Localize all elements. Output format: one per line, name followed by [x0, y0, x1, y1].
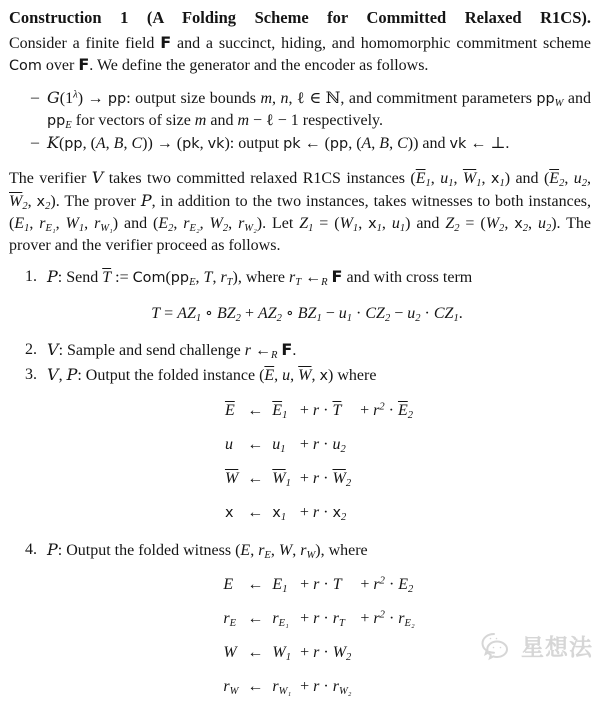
equation-cell: ← [247, 402, 264, 419]
math-token: E [240, 542, 251, 559]
math-token: E [65, 120, 72, 132]
math-token: pk [182, 136, 200, 152]
math-token: $\overline{W}$ [298, 367, 312, 384]
dash-marker: – [31, 134, 39, 151]
equation-cell [272, 676, 291, 697]
equation-cell: + r · T [300, 576, 342, 593]
math-token: F [331, 267, 343, 286]
math-token: r [312, 436, 320, 453]
math-token: pk [283, 136, 301, 152]
math-token: CZ [433, 305, 454, 322]
math-token: 2 [235, 313, 241, 325]
equation-cell: ← [247, 644, 264, 661]
math-token: T [203, 269, 213, 286]
math-token: 1 [308, 223, 314, 235]
math-token: 1 [78, 223, 85, 235]
math-token: 1 [376, 223, 382, 235]
math-token: E [14, 215, 25, 232]
math-token: r [183, 215, 190, 232]
math-token: P [47, 267, 58, 286]
math-token: $\overline{W}$ [462, 170, 477, 187]
math-token: W₁ [100, 223, 113, 235]
math-token: P [66, 365, 78, 384]
math-token: W [485, 215, 500, 232]
math-token: 1 [399, 223, 406, 235]
math-token: x [224, 505, 234, 521]
math-token: 1 [282, 410, 288, 422]
math-token: r [313, 576, 320, 593]
math-token: pp [64, 136, 83, 152]
math-token: 1 [316, 313, 322, 325]
list-item-text: K(pp, (A, B, C)) → (pk, vk): output pk ← (pp, (A, B, C)) and vk ← ⊥. [47, 133, 510, 152]
math-token: 1 [499, 178, 505, 190]
math-token: r [312, 470, 320, 487]
math-token: r [238, 215, 245, 232]
math-token: 2 [522, 223, 529, 235]
step-1 [25, 266, 591, 336]
equation-cell [223, 608, 238, 629]
math-token: u [224, 436, 233, 453]
math-token: W [339, 215, 353, 232]
math-token: P [47, 540, 58, 559]
equation-cell: ← [247, 436, 264, 453]
equation-cell [225, 400, 238, 421]
math-token: $\overline{W}$ [332, 470, 346, 487]
math-token: E₁ [278, 618, 289, 630]
math-token: K [47, 133, 59, 152]
math-token: T [332, 576, 342, 593]
math-token: W [554, 98, 564, 110]
math-token: 2 [384, 313, 391, 325]
math-token: F [281, 340, 293, 359]
math-token: u [272, 436, 281, 453]
math-token: G [47, 88, 60, 107]
math-token: W [229, 686, 239, 698]
math-token: $\overline{W}$ [224, 470, 239, 487]
math-token: u [282, 367, 291, 384]
math-token: Z [445, 215, 455, 232]
math-token: r [272, 610, 279, 627]
equation-cell [225, 434, 238, 455]
math-token: 2 [379, 609, 385, 621]
math-token: r [272, 678, 279, 695]
equation-cell [272, 574, 291, 595]
math-token: 2 [340, 444, 346, 456]
equation-cell [223, 642, 238, 663]
folded-witness-equations [223, 574, 414, 697]
math-token: E₂ [404, 618, 415, 630]
math-token: pp [107, 91, 127, 107]
math-token: r [373, 402, 380, 419]
equation-cell [225, 502, 238, 524]
step-number: 1. [25, 268, 37, 285]
math-token: 1 [285, 478, 291, 490]
math-token: pp [170, 270, 190, 286]
math-token: 1 [280, 444, 286, 456]
math-token: AZ [257, 305, 277, 322]
math-token: 2 [345, 478, 352, 490]
generator-encoder-list [9, 87, 591, 155]
equation-cell [272, 608, 291, 629]
math-token: r [312, 504, 320, 521]
math-token: r [244, 342, 251, 359]
math-token: u [332, 436, 341, 453]
math-token: F [160, 33, 172, 52]
step-text: V: Sample and send challenge r ←R F. [47, 340, 297, 362]
math-token: CZ [365, 305, 385, 322]
math-token: V [91, 168, 104, 187]
math-token: r [332, 678, 339, 695]
step-number: 3. [25, 366, 37, 383]
math-token: 2 [45, 201, 51, 213]
intro-paragraph: Consider a finite field F and a succinct, hiding, and homomorphic commitment scheme Com over F. We define the generator and the encoder as follows. [9, 33, 591, 74]
math-token: u [391, 215, 400, 232]
step-number: 4. [25, 541, 37, 558]
math-token: x [332, 505, 342, 521]
math-token: m [237, 112, 250, 129]
step-number: 2. [25, 341, 37, 358]
math-token: 1 [24, 223, 30, 235]
math-token: E [229, 618, 237, 630]
step-text: P: Send $\overline{T}$ := Com(ppE, T, rT), where rT ←R F and with cross term [47, 267, 473, 289]
math-token: 2 [346, 652, 352, 664]
math-token: m [260, 90, 273, 107]
math-token: W₂ [338, 686, 352, 698]
math-token: u [537, 215, 546, 232]
math-token: $\overline{E}$ [549, 170, 560, 187]
protocol-intro-paragraph: The verifier V takes two committed relaxed R1CS instances ($\overline{E}1$, u1, $\overline{W}1$, x1) and ($\overline{E}2$, u2, $\overline{W}2$, x2). The prover P, in addition to the two instances, takes witnesses to both instances, (E1, rE₁, W1, rW₁) and (E2, rE₂, W2, rW₂). Let Z1 = (W1, x1, u1) and Z2 = (W2, x2, u2). The prover and the verifier proceed as follows. [9, 168, 592, 254]
math-token: 1 [282, 584, 288, 596]
math-token: E [189, 277, 196, 289]
math-token: r [373, 610, 380, 627]
math-token: r [373, 576, 380, 593]
math-token: AZ [177, 305, 196, 322]
math-token: 2 [499, 223, 505, 235]
math-token: E₁ [45, 223, 56, 235]
math-token: W [306, 550, 316, 562]
math-token: 2 [22, 201, 28, 213]
math-token: $\overline{W}$ [9, 193, 23, 210]
math-token: r [258, 542, 265, 559]
math-token: 1 [285, 652, 292, 664]
equation-cell: ← [247, 576, 264, 593]
math-token: x [514, 216, 523, 232]
math-token: r [223, 678, 230, 695]
watermark [478, 631, 593, 665]
math-token: x [490, 171, 500, 187]
math-token: r [313, 644, 320, 661]
math-token: E [264, 550, 271, 562]
equation-cell [272, 502, 291, 524]
step-body [47, 364, 591, 536]
math-token: R [270, 350, 278, 362]
math-token: 2 [341, 512, 347, 524]
equation-cell [272, 642, 291, 663]
math-token: 2 [415, 313, 421, 325]
list-item-text: $G(1^\lambda)$ → pp: output size bounds m, n, ℓ ∈ ℕ, and commitment parameters ppW and ppE for vectors of size m and m − ℓ − 1 respectively. [47, 88, 592, 132]
math-token: W [209, 215, 223, 232]
equation-cell [360, 434, 413, 455]
math-token: W [272, 644, 286, 661]
math-token: E [272, 576, 283, 593]
math-token: $\overline{T}$ [332, 402, 342, 419]
math-token: r [332, 610, 339, 627]
math-token: 1 [352, 223, 359, 235]
math-token: BZ [297, 305, 317, 322]
math-token: B [113, 135, 124, 152]
math-token: λ [73, 89, 78, 101]
equation-cell [360, 676, 414, 697]
math-token: $\overline{E}$ [397, 402, 408, 419]
math-token: V [47, 365, 59, 384]
math-token: r [39, 215, 46, 232]
math-token: r [220, 269, 227, 286]
equation-cell [272, 400, 291, 421]
math-token: $\overline{E}$ [272, 402, 283, 419]
math-token: $\overline{E}$ [264, 367, 275, 384]
math-token: 1 [346, 313, 353, 325]
equation-cell [360, 468, 413, 489]
equation-cell: ← [247, 504, 264, 521]
math-token: BZ [217, 305, 236, 322]
step-body [47, 266, 591, 336]
math-token: x [272, 505, 281, 521]
math-token: 2 [408, 584, 414, 596]
math-token: 2 [276, 313, 282, 325]
math-token: x [36, 194, 46, 210]
math-token: E [398, 576, 409, 593]
math-token: Com [9, 58, 42, 74]
math-token: m [194, 112, 207, 129]
math-token: W₁ [278, 686, 292, 698]
equation-cell: + $r^2 \cdot \overline{E}2$ [360, 401, 414, 422]
math-token: x [368, 216, 377, 232]
math-token: r [398, 610, 405, 627]
step-text: P: Output the folded witness (E, rE, W, rW), where [47, 540, 368, 562]
math-token: pp [329, 136, 349, 152]
equation-cell [223, 676, 238, 697]
math-token: A [361, 135, 372, 152]
chat-bubbles-icon [478, 631, 518, 665]
math-token: 2 [379, 401, 385, 413]
math-token: vk [449, 136, 467, 152]
math-token: Z [299, 215, 309, 232]
math-token: vk [207, 136, 225, 152]
math-token: r [94, 215, 101, 232]
math-token: F [78, 55, 90, 74]
list-item-generator [31, 87, 591, 132]
equation-cell: ← [247, 470, 264, 487]
equation-cell: + $r^2 \cdot E2$ [360, 575, 414, 596]
math-token: 2 [581, 178, 588, 190]
math-token: W [223, 644, 237, 661]
math-token: $\overline{E}$ [224, 402, 235, 419]
math-token: W [65, 215, 79, 232]
step-body [47, 339, 591, 361]
math-token: $\overline{E}$ [415, 170, 426, 187]
math-token: T [338, 618, 345, 630]
math-token: 1 [195, 313, 202, 325]
equation-cell: + r · u2 [299, 436, 346, 456]
math-token: E [158, 215, 169, 232]
equation-cell [225, 468, 238, 489]
math-token: pp [47, 113, 66, 129]
math-token: r [313, 610, 320, 627]
math-token: V [47, 340, 59, 359]
math-token: C [131, 135, 143, 152]
list-item-encoder [31, 132, 591, 155]
math-token: r [300, 542, 307, 559]
math-token: u [338, 305, 347, 322]
math-token: 1 [280, 512, 287, 524]
math-token: r [312, 402, 320, 419]
math-token: W [332, 644, 347, 661]
equation-cell: + r · W2 [300, 644, 352, 664]
folded-instance-equations [225, 400, 413, 524]
cross-term-equation: T = AZ1 ∘ BZ2 + AZ2 ∘ BZ1 − u1 · CZ2 − u2 · CZ1. [151, 305, 463, 325]
math-token: Com [132, 270, 166, 286]
dash-marker: – [31, 89, 39, 106]
math-token: u [407, 305, 416, 322]
math-token: E₂ [189, 223, 200, 235]
step-text: V, P: Output the folded instance ($\overline{E}$, u, $\overline{W}$, x) where [47, 365, 377, 384]
equation-cell: ← [247, 610, 264, 627]
math-token: 2 [454, 223, 460, 235]
equation-cell: + $r \cdot \overline{T}$ [299, 402, 342, 419]
math-token: T [226, 277, 233, 289]
math-token: A [95, 135, 106, 152]
equation-cell: + r · rT [300, 610, 345, 630]
equation-cell [272, 434, 291, 455]
math-token: W₂ [244, 223, 257, 235]
math-token: C [397, 135, 408, 152]
equation-cell [272, 468, 291, 489]
math-token: 2 [168, 223, 174, 235]
step-3 [25, 364, 591, 536]
equation-cell [360, 502, 413, 524]
equation-cell: + r · x2 [299, 504, 347, 524]
math-token: W [278, 542, 293, 559]
math-token: u [440, 170, 449, 187]
math-token: 2 [407, 410, 414, 422]
math-token: x [319, 368, 329, 384]
equation-cell: + $r^2 \cdot rE_2$ [360, 609, 415, 630]
math-token: 2 [559, 178, 565, 190]
math-token: P [140, 191, 152, 210]
step-2 [25, 339, 591, 361]
math-token: r [313, 678, 320, 695]
math-token: B [379, 135, 390, 152]
equation-cell: + r · rW₂ [300, 678, 352, 698]
math-token: T [151, 305, 161, 322]
equation-cell [223, 574, 238, 595]
math-token: pp [536, 91, 555, 107]
step-body [47, 539, 591, 709]
math-token: E [223, 576, 234, 593]
math-token: 2 [379, 575, 385, 587]
equation-cell [360, 642, 414, 663]
math-token: 2 [222, 223, 229, 235]
math-token: $\overline{W}$ [272, 470, 286, 487]
math-token: T [295, 277, 302, 289]
math-token: $\overline{T}$ [102, 269, 112, 286]
math-token: 1 [476, 178, 482, 190]
math-token: r [288, 269, 296, 286]
math-token: 1 [425, 178, 431, 190]
step-4 [25, 539, 591, 709]
equation-cell: ← [247, 678, 264, 695]
math-token: u [573, 170, 582, 187]
math-token: n [280, 90, 289, 107]
math-token: r [223, 610, 230, 627]
math-token: 1 [448, 178, 454, 190]
watermark-text: 星想法 [521, 634, 593, 661]
equation-cell: + $r \cdot \overline{W}2$ [299, 470, 352, 490]
math-token: 1 [453, 313, 459, 325]
math-token: 2 [545, 223, 552, 235]
construction-title: Construction 1 (A Folding Scheme for Committed Relaxed R1CS). [9, 8, 591, 27]
math-token: R [321, 277, 328, 289]
